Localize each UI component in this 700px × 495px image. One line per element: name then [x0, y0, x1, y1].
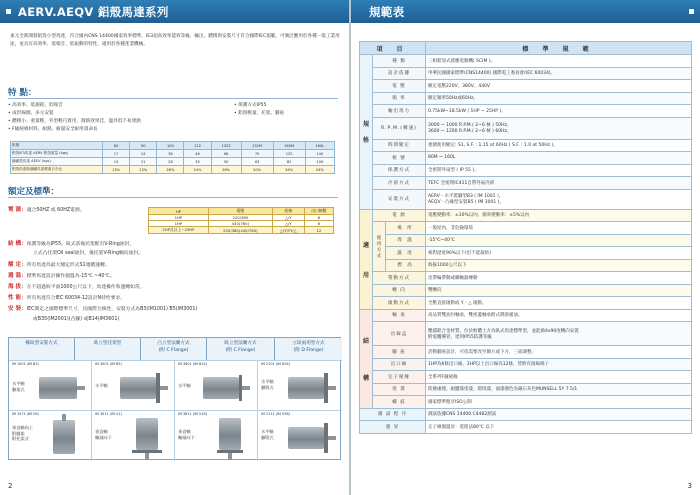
table-cell: 6: [304, 221, 333, 227]
spec-label: 性 能：: [8, 295, 27, 301]
feature-item: • 保護方式IP55: [234, 103, 267, 108]
table-cell: 17: [103, 150, 130, 158]
table-row: [360, 234, 692, 247]
spec-row: [8, 262, 110, 269]
mount-code: IM 2101 (IM B34): [261, 362, 290, 366]
spec-item: 安裝方式: [373, 189, 426, 209]
header-marker-icon: [689, 9, 694, 14]
table-cell: 2HP及以上~25HP: [149, 227, 209, 234]
table-cell: 112: [184, 142, 211, 150]
table-cell: 46: [184, 150, 211, 158]
table-row: [360, 309, 692, 322]
spec-text: 所有馬達為最大額定形式S1連續運轉。: [26, 263, 110, 268]
table-cell: 24%: [305, 166, 334, 174]
spec-value: AERV - 水平裝腳型B3 ( IM 1001 )。 AEQV - 凸緣型安裝B5 ( IM 3001 )。: [426, 189, 692, 209]
spec-text: 保護等級為IP55，臥式前後托架配有V-Ring油封，: [26, 242, 135, 247]
spec-text: 標準馬達設計操作週溫為-15℃ ~40℃。: [26, 274, 115, 279]
power-table: [148, 207, 334, 234]
power-row: [8, 207, 85, 214]
table-row: [149, 208, 334, 215]
table-cell: 鋁殼IE3馬達 AERV 鋁殼重量 (kgs): [11, 150, 103, 158]
table-cell: △/Y/YY/△: [272, 227, 304, 234]
mount-cell: [9, 360, 92, 410]
table-row: [360, 55, 692, 68]
spec-value: 0.75kW~18.5kW ( 1HP ~ 25HP )。: [426, 105, 692, 118]
table-cell: △/Y: [272, 221, 304, 227]
mount-cell: [175, 360, 258, 410]
spec-value: 連續使用額定: S1, S.F. : 1.15 at 60Hz ( S.F. : 1.0 at 50Hz )。: [426, 139, 692, 152]
spec-item: 測 試 程 序: [360, 408, 426, 421]
table-row: [360, 383, 692, 396]
table-row: [360, 247, 692, 260]
table-row: [360, 117, 692, 139]
spec-value: 全壓直接啟動或 Y - △ 啟動。: [426, 297, 692, 310]
spec-value: -15℃~40℃: [426, 234, 692, 247]
spec-item: 頻 率: [373, 92, 426, 105]
feature-item: • 高效率、低損耗、低噪音: [8, 103, 63, 108]
table-row: [360, 164, 692, 177]
spec-item: 框 號: [373, 152, 426, 165]
shaft-icon: [328, 386, 336, 390]
table-cell: 鋁殼馬達較鑄鐵馬達輕重百分比: [11, 166, 103, 174]
mount-cell: [258, 360, 342, 410]
spec-label: 額 定：: [8, 262, 27, 268]
spec-value: 三相鋁殼式感應電動機( SCIM )。: [426, 55, 692, 68]
table-cell: 132S: [211, 142, 241, 150]
mount-header: 臥立型法蘭方式 (附 C Flange): [207, 338, 275, 360]
spec-value: 皮帶輪帶動或聯軸器傳動: [426, 272, 692, 285]
spec-value: 1HP為6條出口線，2HP以上出口線為12條，皆附有接線端子: [426, 358, 692, 371]
table-row: [360, 259, 692, 272]
spec-value: 相對溼度90%以下(但不能凝結): [426, 247, 692, 260]
table-cell: 90: [130, 142, 157, 150]
spec-item: 出線盒: [373, 322, 426, 346]
mount-label: 水平軸 腳架式: [12, 381, 25, 392]
mount-label: 垂直軸 軸頭向下: [95, 429, 112, 440]
feature-item: • 體積小、重量輕，外型輕巧實用，散熱效果佳，溫昇低不易發熱: [8, 119, 141, 124]
spec-value: 80M ~ 160L: [426, 152, 692, 165]
mount-code: IM 2111 (IM V58): [261, 412, 290, 416]
group-label: 規 格: [360, 55, 373, 210]
spec-value: 申華民國國家標準(CNS14400) 國際電工委員會(IEC 60034)。: [426, 67, 692, 80]
spec-text: 適合50HZ 或 60HZ電源。: [26, 208, 85, 213]
table-row: [360, 139, 692, 152]
table-cell: 440(760): [208, 221, 272, 227]
spec-value: 定子線圈溫昇：電阻法80℃ 以下: [426, 421, 692, 434]
table-row: [360, 67, 692, 80]
table-cell: 24: [130, 150, 157, 158]
table-cell: 80: [103, 142, 130, 150]
spec-item: 軸 承: [373, 309, 426, 322]
header-marker-icon: [6, 9, 11, 14]
table-row: [11, 158, 335, 166]
feature-item: • 成形線圈、多元安裝: [8, 111, 54, 116]
table-cell: 結線: [272, 208, 304, 215]
spec-item: 種 類: [373, 55, 426, 68]
table-cell: 160M: [273, 142, 305, 150]
spec-row: [33, 251, 143, 257]
motor-icon: [120, 377, 156, 399]
mount-header: 立臥兩用型方式 (附 D Flange): [275, 338, 342, 360]
spec-value: 電壓變動率：±10%以內，頻率變動率：±5%以內: [426, 209, 692, 222]
feature-item: • F級絕緣材料，耐熱、耐濕安全耐用壽命長: [8, 127, 98, 132]
table-row: [360, 346, 692, 359]
shaft-icon: [242, 386, 250, 390]
table-cell: 26%: [211, 166, 241, 174]
spec-value: 壓鑄鋁合金材質，位於框體上方為臥式馬達標準型，並能做4x90度轉向安裝 附電纜導管，達到IP55防護等級: [426, 322, 692, 346]
spec-text: 在不超過海平面1000公尺以下，馬達操作和運轉如常。: [26, 285, 145, 290]
table-row: [360, 408, 692, 421]
group-label: 適 用: [360, 209, 373, 309]
spec-item: 運 昇: [360, 421, 426, 434]
spec-item: 腳 座: [373, 346, 426, 359]
group-label: 結 構: [360, 309, 373, 408]
feature-item: • 鋁殼輕量、托架、腳座: [234, 111, 285, 116]
shaft-icon: [77, 386, 85, 390]
spec-item: 設計依據: [373, 67, 426, 80]
table-row: [360, 358, 692, 371]
left-header-title: AERV.AEQV 鋁殼馬達系列: [18, 5, 169, 19]
motor-icon: [136, 418, 158, 450]
mount-label: 垂直軸 軸頭向下: [178, 429, 195, 440]
motor-icon: [219, 418, 241, 450]
table-row: [360, 272, 692, 285]
table-cell: 出口線數: [304, 208, 333, 215]
page-number: 2: [8, 482, 13, 490]
spec-value: 額定電壓220V、380V、440V: [426, 80, 692, 93]
sub-group-label: 使 用 方 式: [373, 222, 386, 272]
table-cell: 20%: [241, 166, 273, 174]
table-cell: 100: [157, 142, 184, 150]
spec-row: [33, 317, 119, 323]
mounting-types-grid: [8, 337, 341, 460]
spec-value: 全系列F級絕緣: [426, 371, 692, 384]
spec-row: [8, 284, 144, 291]
spec-text: 所有馬達符合IEC 60034-12設計N特性要求。: [26, 296, 126, 301]
table-cell: 160L: [305, 142, 334, 150]
table-cell: 13%: [130, 166, 157, 174]
table-cell: 38: [157, 150, 184, 158]
left-page-header: [0, 0, 349, 23]
spec-item: 冷卻方式: [373, 177, 426, 190]
table-cell: 79: [241, 150, 273, 158]
table-cell: 50: [211, 158, 241, 166]
mount-label: 水平軸: [95, 383, 108, 388]
mount-header: 凸立型法蘭方式 (附 C Flange): [141, 338, 207, 360]
table-row: [360, 105, 692, 118]
spec-value: TEFC 全密閉IC411自帶外扇冷卻: [426, 177, 692, 190]
mount-cell: [9, 410, 92, 461]
spec-item: 轉 向: [373, 284, 426, 297]
table-row: [149, 227, 334, 234]
spec-text: 立式凸托架Oil seal油封，後托架V-Ring軸向油封。: [33, 251, 143, 256]
right-page: [351, 0, 700, 495]
mount-label: 水平軸: [178, 383, 191, 388]
left-page: [0, 0, 349, 495]
page-number: 3: [687, 482, 692, 490]
table-cell: 68: [211, 150, 241, 158]
spec-item: 保護方式: [373, 164, 426, 177]
spec-value: 一般屋內，非危險環境: [426, 222, 692, 235]
mount-label: 水平軸 腳附式: [261, 429, 274, 440]
table-cell: 125: [273, 150, 305, 158]
table-cell: 1HP: [149, 215, 209, 221]
table-cell: 6: [304, 215, 333, 221]
table-cell: 106: [305, 158, 334, 166]
spec-value: 國家標準粗牙ISO公制: [426, 396, 692, 409]
spec-row: [8, 273, 115, 280]
table-cell: 21: [130, 158, 157, 166]
mount-code: IM 1001 (IM B3): [12, 362, 39, 366]
table-row: [360, 284, 692, 297]
spec-label: 安 裝：: [8, 306, 27, 312]
table-row: [360, 92, 692, 105]
spec-label: 海 拔：: [8, 284, 27, 290]
table-cell: 26%: [157, 166, 184, 174]
features-title: 特 點：: [8, 88, 37, 98]
rating-title: 額定及標準：: [8, 187, 60, 197]
spec-item: 場 所: [386, 222, 426, 235]
motor-icon: [39, 377, 77, 399]
table-row: [360, 396, 692, 409]
mount-cell: [258, 410, 342, 461]
table-cell: 132M: [241, 142, 273, 150]
spec-row: [8, 295, 125, 302]
mount-label: 水平軸 腳附式: [261, 379, 274, 390]
weight-comparison-table: [10, 141, 335, 174]
spec-value: 3000 ~ 1000 R.P.M.( 2~6 極 ) 50Hz。 3600 ~ 1200 R.P.M.( 2~6 極 ) 60Hz。: [426, 117, 692, 139]
table-row: [360, 177, 692, 190]
mount-code: IM 1071 (IM V6): [12, 412, 39, 416]
spec-item: 時間額定: [373, 139, 426, 152]
shaft-icon: [145, 453, 149, 460]
spec-value: 雙轉向: [426, 284, 692, 297]
spec-item: 塗 裝: [373, 383, 426, 396]
table-row: [11, 150, 335, 158]
spec-value: 防塵處理，耐鹽霧塗漆，環境漆，面漆顏色為銀石灰色MUNSELL 5Y 7.5/1: [426, 383, 692, 396]
table-cell: 15: [103, 158, 130, 166]
spec-text: IEC制定之國際標準尺寸，具國際互換性，安裝方式為B3(IM1001) B5(IM3001): [26, 307, 198, 312]
table-cell: 220/380(440/760): [208, 227, 272, 234]
mount-code: IM 3601 (IM B14): [178, 362, 207, 366]
shaft-icon: [160, 386, 168, 390]
table-row: [11, 166, 335, 174]
spec-item: 啟動方式: [373, 297, 426, 310]
table-cell: HP: [149, 208, 209, 215]
table-row: [360, 80, 692, 93]
spec-value: 測試依據CNS 14400 C4482測試: [426, 408, 692, 421]
spec-label: 週 溫：: [8, 273, 27, 279]
table-row: [360, 421, 692, 434]
spec-item: R.P.M.(轉速): [373, 117, 426, 139]
right-header-title: 規範表: [369, 5, 405, 19]
mount-cell: [92, 360, 175, 410]
right-page-header: [351, 0, 700, 23]
intro-paragraph: 東元全新開發鋁殼小型馬達，符合國內CNS 14400國家效率標準，IE3超高效率能效等級，輸出、體積與安裝尺寸符合國際IEC規範，可廣泛應用於各種一般工業用途，並具有高效率、低噪音、低振動的特性，適用於各種產業機械。: [10, 34, 340, 47]
spec-row: [8, 241, 134, 248]
table-row: [360, 297, 692, 310]
spec-item: 電 壓: [373, 80, 426, 93]
table-row: [360, 222, 692, 235]
mount-label: 垂直軸向上 附腳架 附托架式: [12, 425, 33, 441]
motor-icon: [288, 377, 324, 399]
table-cell: 鑄鐵殼馬達 AEEV (kgs): [11, 158, 103, 166]
spec-item: 電 源: [373, 209, 426, 222]
table-cell: 24%: [184, 166, 211, 174]
features-divider: [8, 98, 338, 99]
spec-item: 濕 度: [386, 247, 426, 260]
spec-label: 結 構：: [8, 241, 27, 247]
motor-icon: [53, 420, 75, 454]
spec-label: 電 源：: [8, 207, 27, 213]
table-row: [360, 152, 692, 165]
column-header-spec: 標 準 規 範: [426, 42, 692, 55]
table-cell: 140: [305, 150, 334, 158]
spec-table: [359, 41, 692, 434]
spec-header-row: [360, 42, 692, 55]
table-row: [11, 142, 335, 150]
table-cell: 34%: [273, 166, 305, 174]
spec-value: 活動腳座設計，可依需要改至側方或下方，三面調整。: [426, 346, 692, 359]
spec-item: 標 高: [386, 259, 426, 272]
table-row: [360, 209, 692, 222]
spec-text: 或B35(IM2001)(凸腳) 或B14(IM3601): [33, 317, 120, 322]
table-cell: 82: [273, 158, 305, 166]
spec-value: 全密閉外扇型 ( IP 55 )。: [426, 164, 692, 177]
spec-row: [8, 306, 197, 313]
spec-item: 定子絕緣: [373, 371, 426, 384]
table-cell: 電壓: [208, 208, 272, 215]
rating-divider: [8, 197, 338, 198]
table-cell: 28: [157, 158, 184, 166]
motor-icon: [288, 427, 324, 449]
table-cell: 1HP: [149, 221, 209, 227]
mount-header: 橫臥型安裝方式: [9, 338, 75, 360]
spec-value: 高品質雙油封軸承，雙密蓋軸承附式潤滑補油。: [426, 309, 692, 322]
table-cell: △/Y: [272, 215, 304, 221]
mount-code: IM 3001 (IM B5): [95, 362, 122, 366]
shaft-icon: [62, 414, 66, 421]
mount-cell: [175, 410, 258, 461]
spec-value: 海拔1000公尺以下: [426, 259, 692, 272]
motor-icon: [203, 377, 239, 399]
column-header-item: 項 目: [360, 42, 426, 55]
shaft-icon: [328, 436, 336, 440]
table-row: [360, 189, 692, 209]
mount-code: IM 3611 (IM V18): [178, 412, 207, 416]
table-row: [360, 322, 692, 346]
mount-code: IM 3011 (IM V1): [95, 412, 122, 416]
mount-cell: [92, 410, 175, 461]
table-cell: 13%: [103, 166, 130, 174]
table-cell: 35: [184, 158, 211, 166]
table-cell: 220/380: [208, 215, 272, 221]
table-row: [360, 371, 692, 384]
table-cell: 框號: [11, 142, 103, 150]
shaft-icon: [228, 453, 232, 460]
table-cell: 12: [304, 227, 333, 234]
spec-item: 螺 紋: [373, 396, 426, 409]
mount-header: 臥立型托架型: [75, 338, 141, 360]
spec-item: 輸出馬力: [373, 105, 426, 118]
spec-value: 額定頻率50Hz或60Hz。: [426, 92, 692, 105]
table-cell: 63: [241, 158, 273, 166]
spec-item: 帶動方式: [373, 272, 426, 285]
spec-item: 周 溫: [386, 234, 426, 247]
spec-item: 出口線: [373, 358, 426, 371]
